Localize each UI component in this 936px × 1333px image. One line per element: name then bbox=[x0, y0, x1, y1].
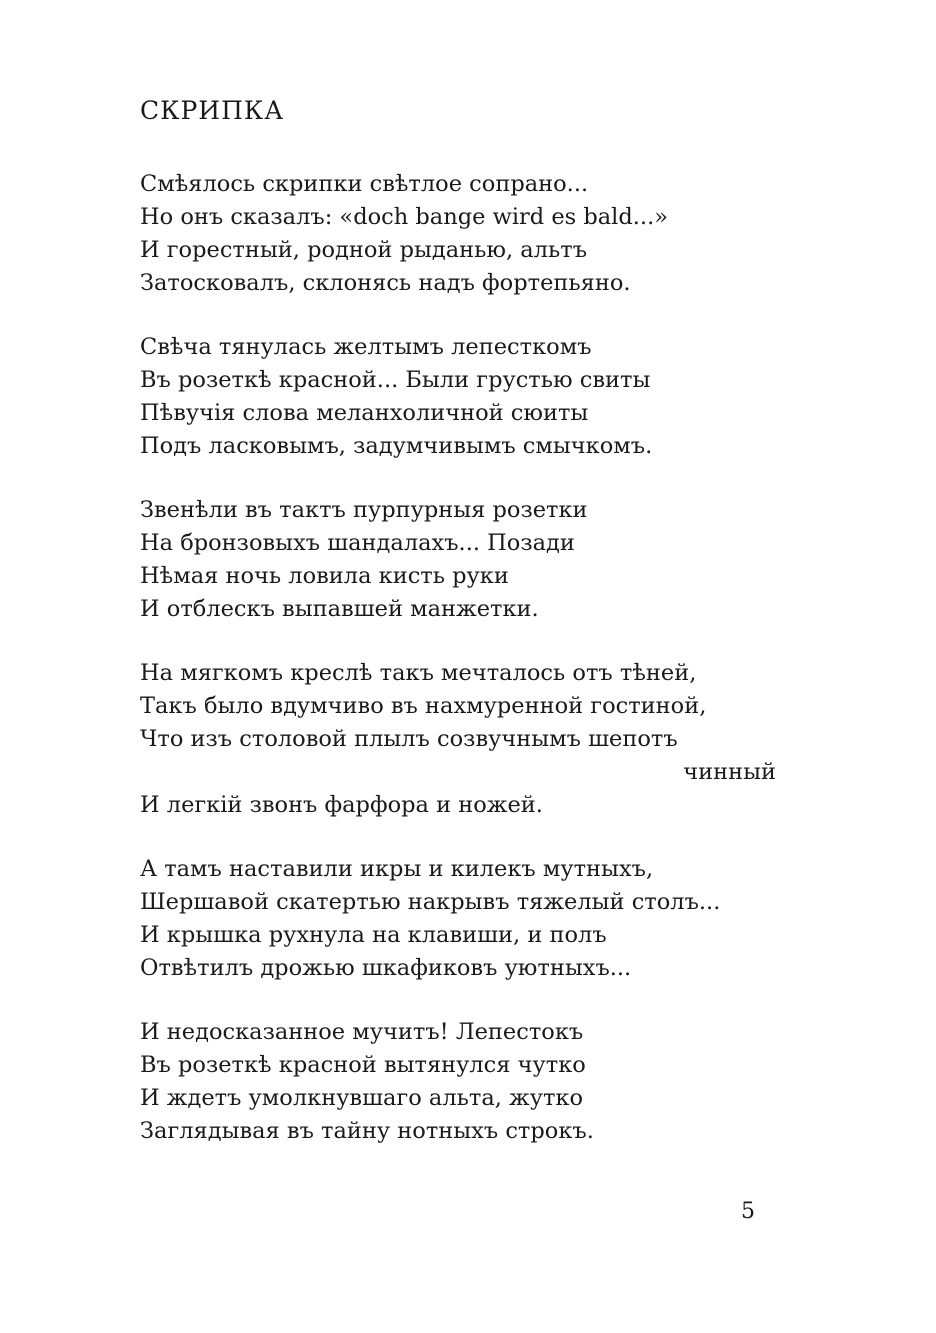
page-number: 5 bbox=[741, 1199, 755, 1224]
poem-line: Свѣча тянулась желтымъ лепесткомъ bbox=[140, 334, 592, 360]
poem-line: Заглядывая въ тайну нотныхъ строкъ. bbox=[140, 1118, 594, 1144]
stanza-5 bbox=[140, 853, 830, 985]
poem-line: И отблескъ выпавшей манжетки. bbox=[140, 596, 539, 622]
poem-line: Но онъ сказалъ: «doch bange wird es bald...» bbox=[140, 204, 668, 230]
poem-line: И крышка рухнула на клавиши, и полъ bbox=[140, 922, 607, 948]
poem-line-continuation: чинный bbox=[683, 759, 776, 785]
poem-line: Звенѣли въ тактъ пурпурныя розетки bbox=[140, 497, 588, 523]
poem-line: На бронзовыхъ шандалахъ... Позади bbox=[140, 530, 575, 556]
stanza-6 bbox=[140, 1016, 830, 1148]
poem-body bbox=[140, 168, 830, 1179]
poem-line: Въ розеткѣ красной вытянулся чутко bbox=[140, 1052, 586, 1078]
poem-line: Подъ ласковымъ, задумчивымъ смычкомъ. bbox=[140, 433, 653, 459]
poem-line: Въ розеткѣ красной... Были грустью свиты bbox=[140, 367, 651, 393]
poem-line: Смѣялось скрипки свѣтлое сопрано... bbox=[140, 171, 589, 197]
poem-line: И легкій звонъ фарфора и ножей. bbox=[140, 792, 543, 818]
poem-line: Пѣвучія слова меланхоличной сюиты bbox=[140, 400, 589, 426]
stanza-3 bbox=[140, 494, 830, 626]
poem-line: Что изъ столовой плылъ созвучнымъ шепотъ bbox=[140, 726, 678, 752]
poem-line: А тамъ наставили икры и килекъ мутныхъ, bbox=[140, 856, 654, 882]
poem-line: Такъ было вдумчиво въ нахмуренной гостиной, bbox=[140, 693, 707, 719]
stanza-4 bbox=[140, 657, 830, 822]
stanza-1 bbox=[140, 168, 830, 300]
stanza-2 bbox=[140, 331, 830, 463]
poem-line: Шершавой скатертью накрывъ тяжелый столъ... bbox=[140, 889, 721, 915]
poem-line: Затосковалъ, склонясь надъ фортепьяно. bbox=[140, 270, 631, 296]
poem-line: И ждетъ умолкнувшаго альта, жутко bbox=[140, 1085, 584, 1111]
poem-line: На мягкомъ креслѣ такъ мечталось отъ тѣней, bbox=[140, 660, 697, 686]
poem-line: Отвѣтилъ дрожью шкафиковъ уютныхъ... bbox=[140, 955, 632, 981]
poem-line: И недосказанное мучитъ! Лепестокъ bbox=[140, 1019, 584, 1045]
poem-line: И горестный, родной рыданью, альтъ bbox=[140, 237, 588, 263]
poem-line: Нѣмая ночь ловила кисть руки bbox=[140, 563, 509, 589]
poem-title: СКРИПКА bbox=[140, 96, 285, 125]
